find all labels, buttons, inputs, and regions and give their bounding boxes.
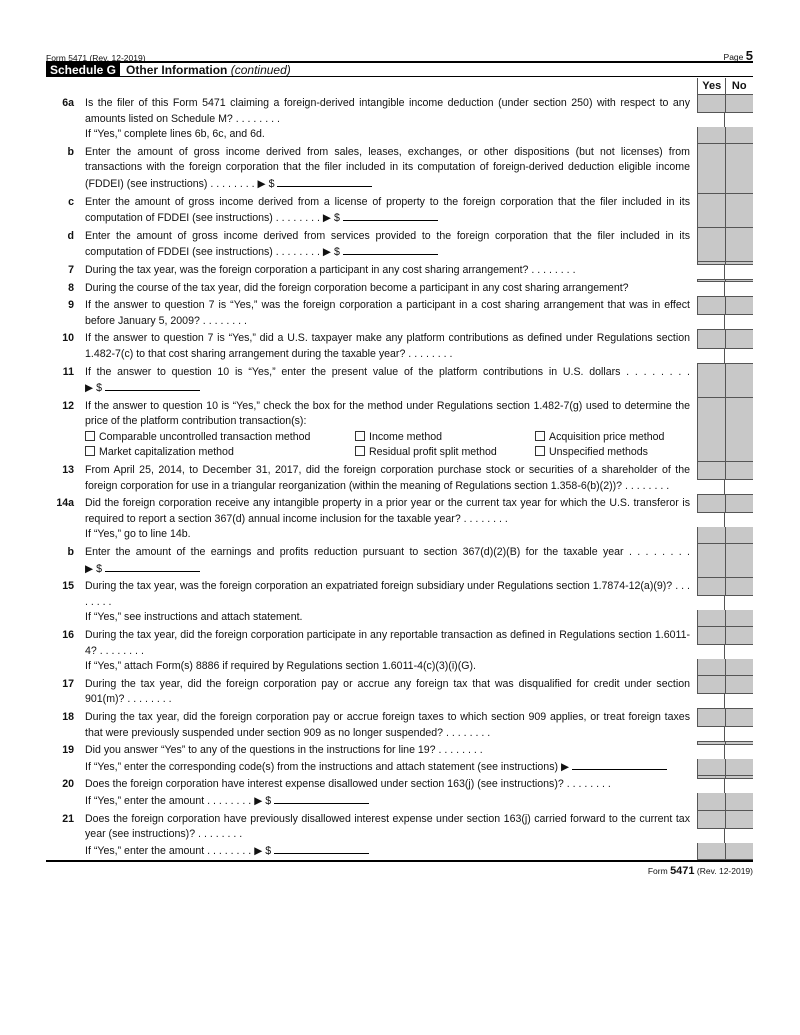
line-item-b — [46, 144, 753, 194]
checkbox[interactable] — [535, 431, 545, 441]
dot-leader — [273, 212, 320, 224]
yes-no-answer-boxes[interactable] — [697, 112, 753, 127]
line-number: c — [68, 195, 74, 208]
checkbox[interactable] — [355, 446, 365, 456]
note-text — [85, 793, 690, 810]
amount-prefix: ▶ $ — [254, 794, 272, 807]
yes-no-cells — [697, 544, 753, 578]
option-label: Unspecified methods — [549, 446, 648, 459]
method-checkbox-option[interactable] — [85, 445, 355, 461]
dot-leader — [233, 113, 280, 125]
note-label: If “Yes,” enter the amount — [85, 794, 205, 807]
question-text — [85, 777, 690, 793]
yes-no-cells — [697, 228, 753, 262]
question-label: Is the filer of this Form 5471 claiming a foreign-derived intangible income deduction (under section 250) with respect to any amounts listed on Schedule M? — [85, 97, 690, 125]
note-text — [85, 759, 690, 776]
question-text — [85, 229, 690, 261]
question-text — [85, 812, 690, 843]
yes-no-answer-boxes[interactable] — [697, 778, 753, 793]
line-number: 20 — [62, 778, 74, 791]
note-text — [85, 527, 690, 543]
option-label: Market capitalization method — [99, 446, 234, 459]
option-label: Income method — [369, 430, 443, 443]
dot-leader — [207, 178, 254, 190]
line-number: 10 — [62, 332, 74, 345]
question-label: Enter the amount of gross income derived from a license of property to the foreign corporation that the filer included in its computation of FDDEI (see instructions) — [85, 195, 690, 225]
amount-field — [255, 178, 373, 190]
question-label: Enter the amount of gross income derived from sales, leases, exchanges, or other dispositions (but not licenses) from transactions with the foreign corporation that the filer included in its computation of foreign-derived deduction eligible income (FDDEI) (see instructions) — [85, 145, 690, 190]
question-text — [85, 463, 690, 494]
line-number: 11 — [62, 365, 74, 378]
schedule-title-text: Other Information — [126, 62, 228, 77]
note-label: If “Yes,” complete lines 6b, 6c, and 6d. — [85, 128, 265, 141]
line-items — [46, 95, 753, 860]
yes-no-answer-boxes[interactable] — [697, 479, 753, 494]
line-item-9 — [46, 297, 753, 330]
question-label: Does the foreign corporation have previously disallowed interest expense under section 163(j) carried forward to the current tax year (see instructions)? — [85, 812, 690, 841]
line-number: 13 — [62, 464, 74, 477]
footer-revision: (Rev. 12-2019) — [696, 866, 753, 877]
yes-no-cells — [697, 364, 753, 398]
amount-prefix: ▶ $ — [85, 382, 102, 395]
amount-input[interactable] — [343, 210, 438, 221]
note-label: If “Yes,” go to line 14b. — [85, 528, 191, 541]
question-label: During the tax year, did the foreign corporation pay or accrue any foreign tax that was disqualified for credit under section 901(m)? — [85, 677, 690, 706]
dot-leader — [124, 693, 171, 705]
question-label: Did the foreign corporation receive any intangible property in a prior year or the current tax year for which the U.S. transferor is required to report a section 367(d) annual income inclusion for the taxable year? — [85, 497, 690, 525]
amount-field — [85, 382, 200, 394]
amount-prefix: ▶ $ — [257, 177, 275, 190]
dot-leader — [204, 845, 251, 857]
yes-no-answer-boxes[interactable] — [697, 314, 753, 329]
schedule-heading — [46, 61, 753, 77]
question-text — [85, 496, 690, 527]
line-item-b — [46, 544, 753, 578]
dot-leader — [461, 513, 508, 525]
option-label: Residual profit split method — [369, 446, 497, 459]
question-text — [85, 145, 690, 193]
question-label: If the answer to question 7 is “Yes,” did a U.S. taxpayer make any platform contributions as defined under Regulations section 1.482-7(c) to that cost sharing arrangement during the taxable year? — [85, 332, 690, 360]
line-number: 16 — [62, 629, 74, 641]
yes-no-cells — [697, 144, 753, 194]
yes-no-answer-boxes[interactable] — [697, 281, 753, 296]
line-item-14a — [46, 495, 753, 544]
dot-leader — [528, 264, 575, 276]
question-label: During the tax year, was the foreign corporation a participant in any cost sharing arrangement? — [85, 263, 529, 276]
amount-field — [320, 212, 438, 224]
question-text — [85, 743, 690, 759]
question-label: If the answer to question 7 is “Yes,” was the foreign corporation a participant in a cost sharing arrangement that was in effect before January 5, 2009? — [85, 299, 690, 327]
question-text — [85, 365, 690, 397]
line-item-13 — [46, 462, 753, 495]
line-item-19 — [46, 742, 753, 776]
method-checkbox-option[interactable] — [535, 430, 685, 446]
line-item-d — [46, 228, 753, 262]
line-number: b — [67, 145, 74, 158]
yes-no-answer-boxes[interactable] — [697, 512, 753, 527]
method-checkbox-option[interactable] — [355, 430, 535, 446]
line-item-11 — [46, 364, 753, 398]
line-number: 19 — [62, 744, 74, 757]
line-number: 18 — [62, 710, 74, 723]
question-text — [85, 263, 690, 279]
note-text — [85, 843, 690, 860]
code-input[interactable] — [572, 759, 667, 770]
method-checkbox-option[interactable] — [85, 430, 355, 446]
question-text — [85, 628, 690, 659]
line-item-c — [46, 194, 753, 228]
note-label: If “Yes,” enter the amount — [85, 844, 205, 857]
question-label: Enter the amount of gross income derived from services provided to the foreign corporation that the filer included in its computation of FDDEI (see instructions) — [85, 229, 690, 259]
note-text — [85, 610, 690, 626]
line-item-17 — [46, 676, 753, 709]
line-number: 12 — [62, 399, 74, 412]
dot-leader — [204, 795, 251, 807]
line-item-7 — [46, 262, 753, 280]
schedule-subtitle: (continued) — [230, 62, 291, 77]
note-label: If “Yes,” enter the corresponding code(s) from the instructions and attach statement (see instructions) ▶ — [85, 760, 570, 773]
line-number: 9 — [68, 299, 74, 312]
line-number: b — [67, 546, 74, 559]
question-text — [85, 710, 690, 741]
method-options — [85, 430, 690, 461]
dot-leader — [443, 727, 490, 739]
method-checkbox-option[interactable] — [535, 445, 685, 461]
option-label: Acquisition price method — [549, 430, 665, 443]
line-item-8 — [46, 280, 753, 298]
line-number: 21 — [62, 812, 74, 825]
line-number: 15 — [62, 580, 74, 593]
line-number: 6a — [62, 97, 74, 109]
line-number: 7 — [68, 263, 74, 276]
dot-leader — [200, 315, 247, 327]
line-number: 17 — [62, 677, 74, 690]
line-item-12 — [46, 398, 753, 462]
checkbox[interactable] — [535, 446, 545, 456]
line-item-21 — [46, 811, 753, 861]
question-label: If the answer to question 10 is “Yes,” check the box for the method under Regulations section 1.482-7(g) used to determine the price of the platform contribution transaction(s): — [85, 399, 690, 428]
question-text — [85, 281, 690, 297]
yes-column-header: Yes — [702, 80, 722, 92]
schedule-title — [126, 63, 291, 77]
no-column-header: No — [731, 80, 747, 92]
dot-leader — [620, 366, 690, 378]
checkbox[interactable] — [85, 431, 95, 441]
question-text — [85, 331, 690, 362]
dot-leader — [97, 645, 144, 657]
line-item-18 — [46, 709, 753, 742]
amount-field — [320, 246, 438, 258]
amount-prefix: ▶ $ — [254, 844, 272, 857]
question-text — [85, 399, 690, 430]
line-number: 14a — [56, 497, 74, 510]
line-item-20 — [46, 776, 753, 810]
amount-input[interactable] — [274, 793, 369, 804]
question-text — [85, 677, 690, 708]
question-text — [85, 96, 690, 127]
yes-no-header — [46, 78, 753, 95]
question-label: From April 25, 2014, to December 31, 2017, did the foreign corporation purchase stock or securities of a shareholder of the foreign corporation for use in a triangular reorganization (within the meaning of Regulations section 1.358-6(b)(2))? — [85, 464, 690, 492]
amount-prefix: ▶ $ — [322, 246, 340, 259]
form-revision: Form 5471 (Rev. 12-2019) — [46, 53, 146, 63]
yes-no-cells — [697, 398, 753, 462]
page-num: 5 — [745, 48, 753, 63]
question-text — [85, 579, 690, 610]
yes-no-answer-boxes[interactable] — [697, 644, 753, 659]
note-label: If “Yes,” see instructions and attach statement. — [85, 611, 303, 624]
question-text — [85, 195, 690, 227]
question-label: During the tax year, did the foreign corporation participate in any reportable transaction as defined in Regulations section 1.6011-4? — [85, 629, 690, 657]
checkbox[interactable] — [355, 431, 365, 441]
option-label: Comparable uncontrolled transaction method — [99, 430, 311, 443]
line-number: d — [67, 229, 74, 242]
method-checkbox-option[interactable] — [355, 445, 535, 461]
amount-input[interactable] — [277, 176, 372, 187]
dot-leader — [273, 246, 320, 258]
dot-leader — [564, 778, 611, 790]
amount-input[interactable] — [274, 843, 369, 854]
dot-leader — [405, 348, 452, 360]
yes-no-answer-boxes[interactable] — [697, 693, 753, 708]
yes-no-header-cells — [697, 78, 753, 95]
amount-input[interactable] — [105, 561, 200, 572]
dot-leader — [436, 744, 483, 756]
question-label: During the tax year, did the foreign corporation pay or accrue foreign taxes to which section 909 applies, or treat foreign taxes that were previously suspended under section 909 as no longer suspended? — [85, 710, 690, 739]
note-text — [85, 127, 690, 143]
yes-no-answer-boxes[interactable] — [697, 744, 753, 759]
amount-prefix: ▶ $ — [85, 562, 102, 575]
note-label: If “Yes,” attach Form(s) 8886 if required by Regulations section 1.6011-4(c)(3)(i)(G). — [85, 660, 476, 673]
checkbox[interactable] — [85, 446, 95, 456]
schedule-badge: Schedule G — [46, 63, 120, 76]
line-item-15 — [46, 578, 753, 627]
question-label: If the answer to question 10 is “Yes,” enter the present value of the platform contributions in U.S. dollars — [85, 365, 621, 378]
dot-leader — [195, 828, 242, 840]
line-item-10 — [46, 330, 753, 363]
amount-prefix: ▶ $ — [322, 212, 340, 225]
footer-form-label: Form — [647, 866, 668, 877]
amount-input[interactable] — [343, 244, 438, 255]
yes-no-answer-boxes[interactable] — [697, 726, 753, 741]
page-footer — [46, 860, 753, 877]
dot-leader — [622, 480, 669, 492]
dot-leader — [624, 546, 690, 558]
yes-no-cells — [697, 194, 753, 228]
question-text — [85, 298, 690, 329]
question-label: During the course of the tax year, did the foreign corporation become a participant in any cost sharing arrangement? — [85, 281, 629, 294]
page-label: Page — [723, 52, 744, 62]
yes-no-answer-boxes[interactable] — [697, 595, 753, 610]
question-label: Did you answer “Yes” to any of the questions in the instructions for line 19? — [85, 744, 436, 757]
amount-input[interactable] — [105, 380, 200, 391]
amount-field — [85, 563, 200, 575]
schedule-g-form — [46, 78, 753, 877]
yes-no-answer-boxes[interactable] — [697, 828, 753, 843]
question-label: During the tax year, was the foreign corporation an expatriated foreign subsidiary under Regulations section 1.7874-12(a)(9)? — [85, 580, 673, 593]
line-number: 8 — [68, 281, 74, 294]
note-text — [85, 659, 690, 675]
line-item-16 — [46, 627, 753, 676]
question-label: Enter the amount of the earnings and profits reduction pursuant to section 367(d)(2)(B) for the taxable year — [85, 546, 624, 559]
yes-no-answer-boxes[interactable] — [697, 264, 753, 279]
line-item-6a — [46, 95, 753, 144]
yes-no-answer-boxes[interactable] — [697, 348, 753, 363]
footer-form-number: 5471 — [670, 865, 695, 878]
question-text — [85, 545, 690, 577]
question-label: Does the foreign corporation have interest expense disallowed under section 163(j) (see instructions)? — [85, 778, 564, 791]
